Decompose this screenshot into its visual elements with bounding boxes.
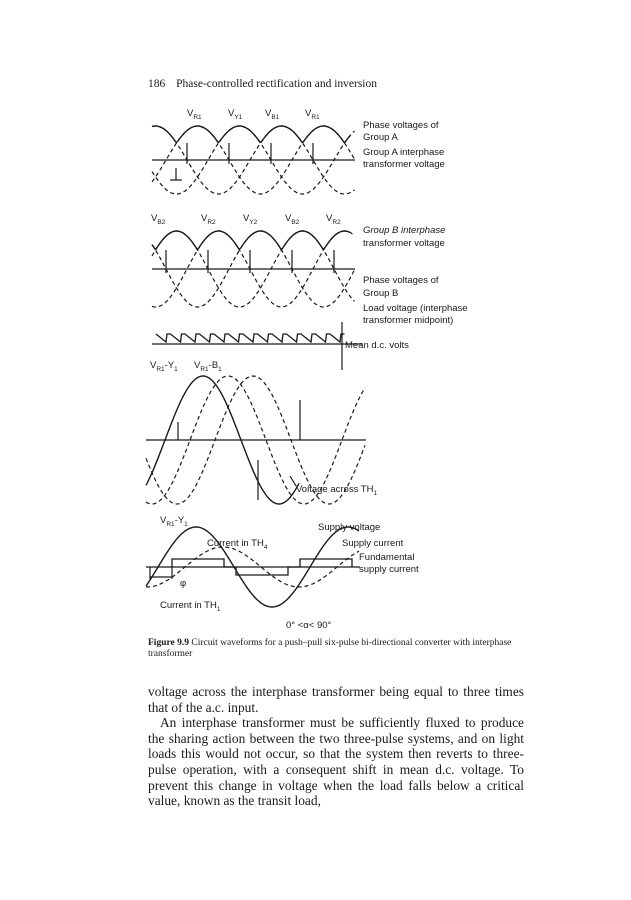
label-vr2-b: $V_{R2}$	[201, 213, 216, 226]
annot-interphase-b-2: transformer voltage	[363, 238, 445, 249]
annot-voltage-th1: Voltage across $TH_1$	[296, 484, 378, 497]
annot-phase-a-1: Phase voltages of	[363, 120, 439, 131]
body-text	[148, 684, 524, 809]
caption-label: Figure 9.9	[148, 638, 189, 648]
label-vr1-y1-e: $V_{R1}-Y_1$	[160, 515, 188, 528]
running-title: Phase-controlled rectification and inversion	[176, 78, 377, 90]
annot-supply-voltage: Supply voltage	[318, 522, 381, 533]
page-number: 186	[148, 78, 166, 90]
label-vr1-y1-d: $V_{R1}-Y_1$	[150, 360, 178, 373]
panel-c-sawtooth	[156, 334, 345, 342]
panel-a-labels	[187, 108, 445, 170]
annot-fundamental-1: Fundamental	[359, 552, 415, 563]
annot-interphase-b-1: Group B interphase	[363, 225, 446, 236]
annot-phase-b-2: Group B	[363, 288, 399, 299]
panel-a-envelope	[152, 126, 350, 142]
annot-supply-current: Supply current	[342, 538, 404, 549]
annot-fundamental-2: supply current	[359, 564, 419, 575]
annot-interphase-a-1: Group A interphase	[363, 147, 445, 158]
label-vb2-b2: $V_{B2}$	[285, 213, 300, 226]
annot-phase-a-2: Group A	[363, 132, 398, 143]
label-vy1-a: $V_{Y1}$	[228, 108, 243, 121]
paragraph-1: voltage across the interphase transformer being equal to three times that of the a.c. input.	[148, 684, 524, 715]
annot-mean-dc: Mean d.c. volts	[345, 340, 409, 351]
figure-caption	[148, 638, 528, 660]
label-vr1-a: $V_{R1}$	[187, 108, 202, 121]
label-vr1-a2: $V_{R1}$	[305, 108, 320, 121]
label-vr2-b2: $V_{R2}$	[326, 213, 341, 226]
annot-current-th4: Current in $TH_4$	[207, 538, 268, 551]
label-vy2-b: $V_{Y2}$	[243, 213, 258, 226]
label-vb2-b: $V_{B2}$	[151, 213, 166, 226]
annot-phase-b-1: Phase voltages of	[363, 275, 439, 286]
label-vb1-a: $V_{B1}$	[265, 108, 280, 121]
panel-e-labels	[160, 515, 419, 631]
caption-text: Circuit waveforms for a push–pull six-pulse bi-directional converter with interphase transformer	[148, 638, 512, 659]
annot-load-1: Load voltage (interphase	[363, 303, 468, 314]
annot-load-2: transformer midpoint)	[363, 315, 454, 326]
label-vr1-b1-d: $V_{R1}-B_1$	[194, 360, 222, 373]
paragraph-2: An interphase transformer must be sufficiently fluxed to produce the sharing action between the two three-pulse systems, and on light loads this would not occur, so that the system then reverts to three-pulse operation, with a consequent shift in mean d.c. voltage. To prevent this change in voltage when the load falls below a critical value, known as the transit load,	[148, 715, 524, 809]
annot-interphase-a-2: transformer voltage	[363, 159, 445, 170]
annot-angle-range: 0° <α< 90°	[286, 620, 332, 631]
panel-b-envelope	[152, 231, 350, 249]
panel-d-labels	[150, 360, 377, 497]
label-phi: φ	[180, 578, 187, 589]
annot-current-th1: Current in $TH_1$	[160, 600, 221, 613]
